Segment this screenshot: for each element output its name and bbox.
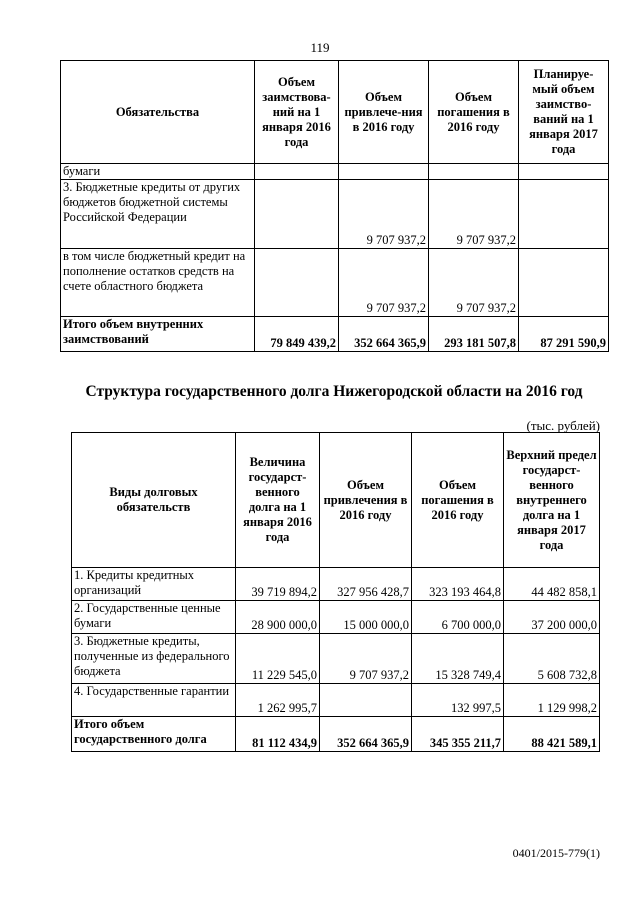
cell-value: 1 262 995,7 — [236, 684, 320, 717]
cell-value: 15 000 000,0 — [320, 601, 412, 634]
cell-value: 79 849 439,2 — [255, 317, 339, 352]
table-row — [61, 249, 609, 317]
cell-value — [519, 180, 609, 249]
column-header: Виды долговых обязательств — [72, 433, 236, 568]
cell-value: 352 664 365,9 — [320, 717, 412, 752]
column-header: Объем заимствова-ний на 1 января 2016 года — [255, 61, 339, 164]
cell-value: 293 181 507,8 — [429, 317, 519, 352]
cell-value: 9 707 937,2 — [429, 180, 519, 249]
cell-value: 352 664 365,9 — [339, 317, 429, 352]
cell-value: 9 707 937,2 — [429, 249, 519, 317]
cell-value: 1 129 998,2 — [504, 684, 600, 717]
row-label: 3. Бюджетные кредиты от других бюджетов бюджетной системы Российской Федерации — [61, 180, 255, 249]
cell-value: 132 997,5 — [412, 684, 504, 717]
cell-value: 15 328 749,4 — [412, 634, 504, 684]
table-row — [61, 164, 609, 180]
cell-value: 28 900 000,0 — [236, 601, 320, 634]
cell-value — [255, 164, 339, 180]
cell-value: 5 608 732,8 — [504, 634, 600, 684]
cell-value: 37 200 000,0 — [504, 601, 600, 634]
table-row — [72, 568, 600, 601]
borrowings-table — [60, 60, 609, 352]
row-label: 4. Государственные гарантии — [72, 684, 236, 717]
total-row — [61, 317, 609, 352]
table-row — [72, 684, 600, 717]
cell-value: 327 956 428,7 — [320, 568, 412, 601]
column-header: Верхний предел государст-венного внутреннего долга на 1 января 2017 года — [504, 433, 600, 568]
cell-value: 44 482 858,1 — [504, 568, 600, 601]
cell-value: 323 193 464,8 — [412, 568, 504, 601]
table-row — [72, 601, 600, 634]
row-label: бумаги — [61, 164, 255, 180]
cell-value — [519, 249, 609, 317]
cell-value — [320, 684, 412, 717]
cell-value — [429, 164, 519, 180]
table-header-row — [72, 433, 600, 568]
row-label: 2. Государственные ценные бумаги — [72, 601, 236, 634]
row-label: Итого объем государственного долга — [72, 717, 236, 752]
cell-value: 88 421 589,1 — [504, 717, 600, 752]
table-row — [72, 634, 600, 684]
table-row — [61, 180, 609, 249]
section-title: Структура государственного долга Нижегородской области на 2016 год — [85, 383, 583, 400]
units-note: (тыс. рублей) — [526, 418, 600, 433]
cell-value — [519, 164, 609, 180]
cell-value — [255, 180, 339, 249]
cell-value: 39 719 894,2 — [236, 568, 320, 601]
column-header: Объем привлече-ния в 2016 году — [339, 61, 429, 164]
row-label: Итого объем внутренних заимствований — [61, 317, 255, 352]
cell-value — [255, 249, 339, 317]
cell-value: 6 700 000,0 — [412, 601, 504, 634]
cell-value: 81 112 434,9 — [236, 717, 320, 752]
cell-value — [339, 164, 429, 180]
table-header-row — [61, 61, 609, 164]
column-header: Величина государст-венного долга на 1 января 2016 года — [236, 433, 320, 568]
column-header: Объем привлечения в 2016 году — [320, 433, 412, 568]
column-header: Обязательства — [61, 61, 255, 164]
row-label: 3. Бюджетные кредиты, полученные из федерального бюджета — [72, 634, 236, 684]
cell-value: 9 707 937,2 — [339, 180, 429, 249]
row-label: в том числе бюджетный кредит на пополнение остатков средств на счете областного бюджета — [61, 249, 255, 317]
row-label: 1. Кредиты кредитных организаций — [72, 568, 236, 601]
column-header: Объем погашения в 2016 году — [429, 61, 519, 164]
cell-value: 87 291 590,9 — [519, 317, 609, 352]
cell-value: 9 707 937,2 — [320, 634, 412, 684]
column-header: Объем погашения в 2016 году — [412, 433, 504, 568]
debt-structure-table — [71, 432, 600, 752]
total-row — [72, 717, 600, 752]
column-header: Планируе-мый объем заимство-ваний на 1 января 2017 года — [519, 61, 609, 164]
cell-value: 11 229 545,0 — [236, 634, 320, 684]
page-number: 119 — [310, 40, 330, 55]
cell-value: 345 355 211,7 — [412, 717, 504, 752]
document-code: 0401/2015-779(1) — [512, 846, 600, 860]
cell-value: 9 707 937,2 — [339, 249, 429, 317]
